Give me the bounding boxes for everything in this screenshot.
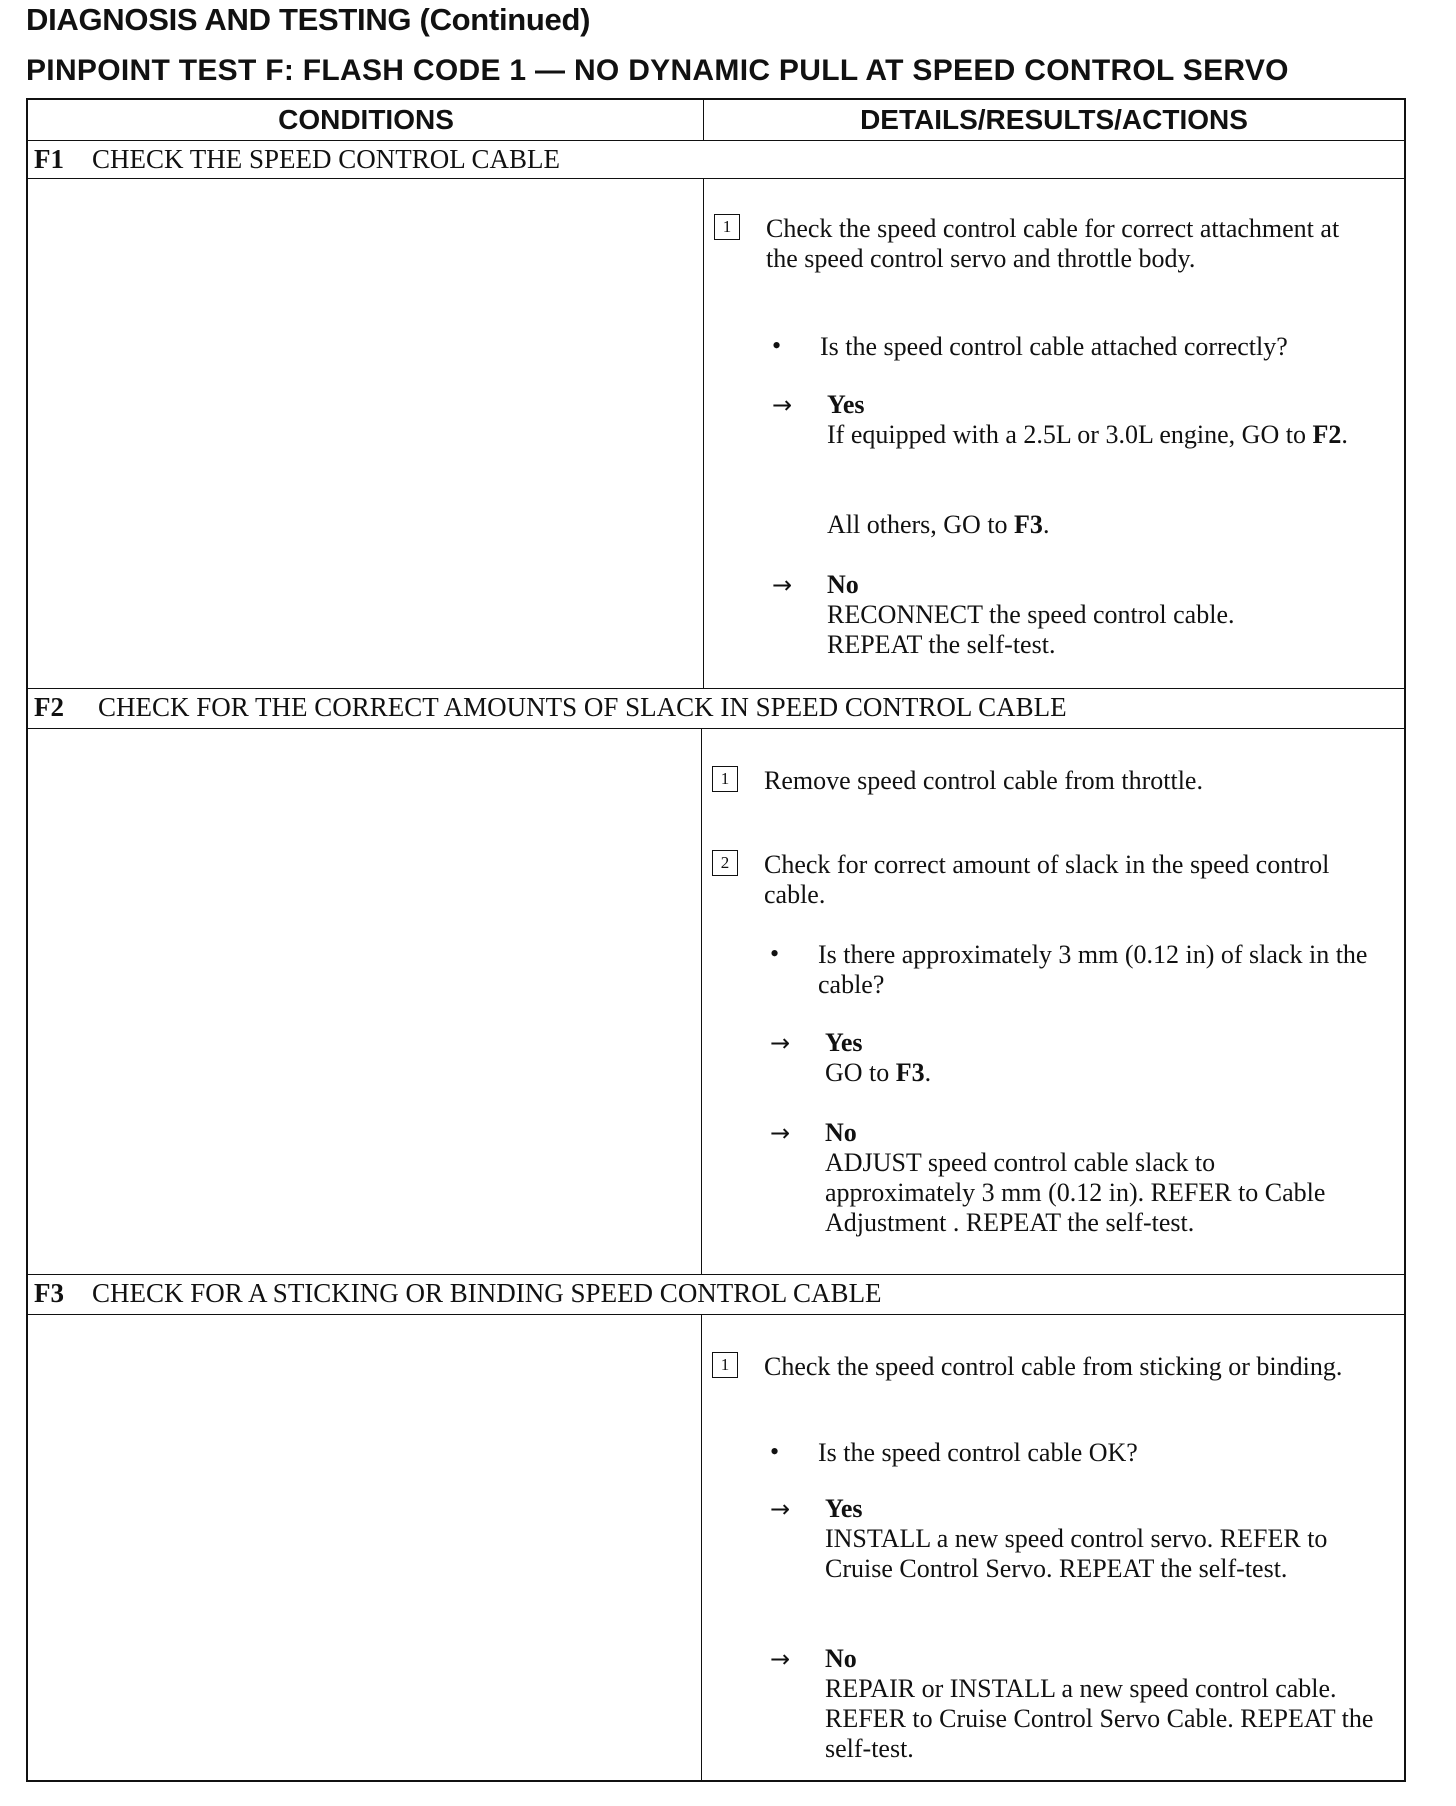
column-divider (703, 100, 704, 140)
step-reference: F3 (895, 1058, 925, 1087)
answer-label: No (827, 570, 859, 599)
action-text: Remove speed control cable from throttle. (764, 766, 1203, 795)
arrow-right-icon: → (772, 571, 793, 599)
question-text: Is the speed control cable OK? (818, 1438, 1138, 1467)
answer-text: RECONNECT the speed control cable. REPEAT the self-test. (827, 600, 1235, 659)
step-reference: F3 (1014, 510, 1043, 539)
question-text: Is the speed control cable attached correctly? (820, 332, 1288, 361)
step-id: F1 (34, 144, 64, 174)
step-body-f3 (702, 1314, 1402, 1782)
action-text: Check the speed control cable from sticking or binding. (764, 1352, 1343, 1381)
rule (28, 688, 1404, 689)
answer-label: Yes (825, 1494, 863, 1523)
action-number-box: 1 (712, 1352, 738, 1378)
action-number-box: 2 (712, 850, 738, 876)
step-header-f2 (34, 692, 1067, 723)
question-text: Is there approximately 3 mm (0.12 in) of slack in the cable? (818, 940, 1368, 999)
step-id: F3 (34, 1278, 64, 1308)
action-text: Check for correct amount of slack in the speed control cable. (764, 850, 1330, 909)
step-title: CHECK THE SPEED CONTROL CABLE (92, 144, 561, 174)
bullet-icon: • (772, 331, 782, 360)
answer-label: Yes (827, 390, 865, 419)
step-body-f2 (702, 728, 1402, 1274)
arrow-right-icon: → (772, 391, 793, 419)
step-reference: F2 (1312, 420, 1342, 449)
arrow-right-icon: → (770, 1119, 791, 1147)
action-number-box: 1 (712, 766, 738, 792)
step-body-f1 (704, 178, 1404, 688)
answer-label: Yes (825, 1028, 863, 1057)
step-id: F2 (34, 692, 64, 722)
answer-label: No (825, 1644, 857, 1673)
action-number-box: 1 (714, 214, 740, 240)
bullet-icon: • (770, 939, 780, 968)
answer-text: All others, GO to F3. (827, 510, 1050, 539)
step-title: CHECK FOR A STICKING OR BINDING SPEED CONTROL CABLE (92, 1278, 882, 1308)
answer-text: GO to F3. (825, 1058, 932, 1087)
step-header-f3 (34, 1278, 882, 1309)
rule (28, 140, 1404, 141)
arrow-right-icon: → (770, 1495, 791, 1523)
answer-text: ADJUST speed control cable slack to approximately 3 mm (0.12 in). REFER to Cable Adjustment . REPEAT the self-test. (825, 1148, 1326, 1237)
answer-label: No (825, 1118, 857, 1147)
details-column-header: DETAILS/RESULTS/ACTIONS (860, 104, 1248, 135)
conditions-column-header: CONDITIONS (278, 104, 454, 135)
bullet-icon: • (770, 1437, 780, 1466)
rule (28, 1274, 1404, 1275)
step-header-f1 (34, 144, 560, 175)
answer-text: If equipped with a 2.5L or 3.0L engine, GO to F2. (827, 420, 1348, 449)
arrow-right-icon: → (770, 1645, 791, 1673)
section-title: DIAGNOSIS AND TESTING (Continued) (26, 2, 591, 37)
action-text: Check the speed control cable for correct attachment at the speed control servo and throttle body. (766, 214, 1340, 273)
step-title: CHECK FOR THE CORRECT AMOUNTS OF SLACK IN SPEED CONTROL CABLE (98, 692, 1067, 722)
pinpoint-test-table (26, 98, 1406, 1782)
test-title: PINPOINT TEST F: FLASH CODE 1 — NO DYNAMIC PULL AT SPEED CONTROL SERVO (26, 54, 1289, 87)
answer-text: INSTALL a new speed control servo. REFER to Cruise Control Servo. REPEAT the self-test. (825, 1524, 1328, 1583)
arrow-right-icon: → (770, 1029, 791, 1057)
answer-text: REPAIR or INSTALL a new speed control cable. REFER to Cruise Control Servo Cable. REPEAT the self-test. (825, 1674, 1374, 1763)
